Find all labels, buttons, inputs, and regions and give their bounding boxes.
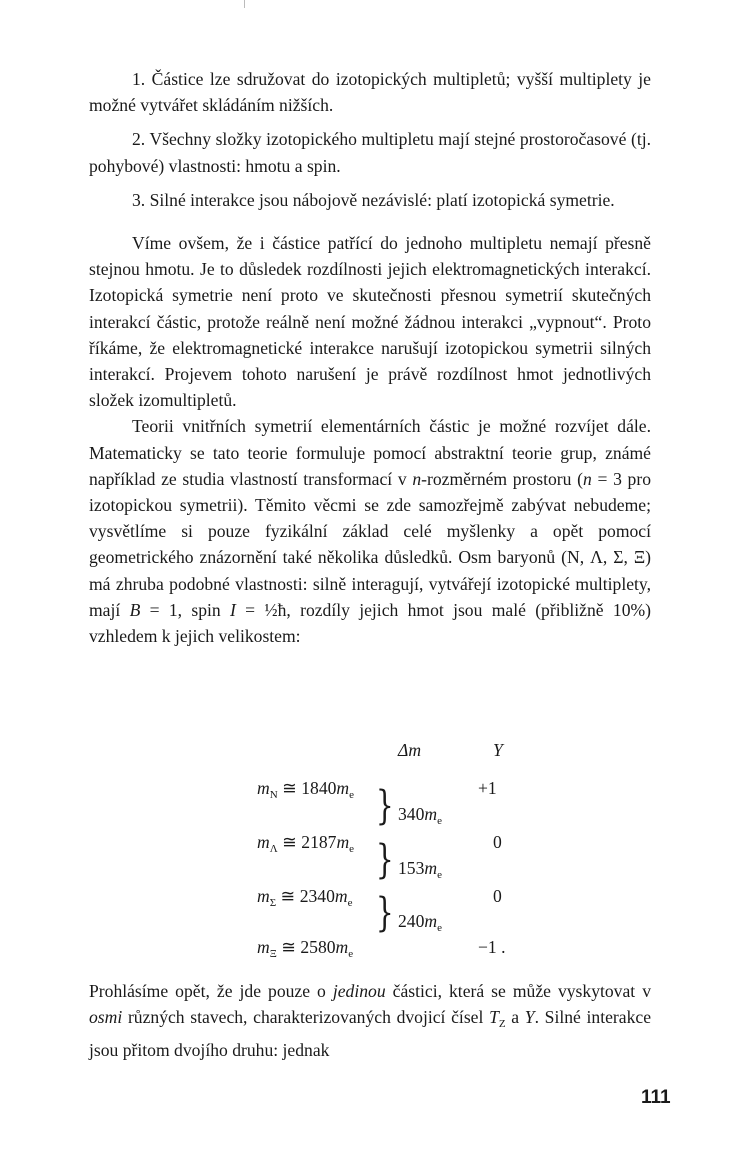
y-value-lambda: 0 [493,832,502,852]
unit-subscript: e [349,843,355,855]
text-run: = 1, spin [140,599,230,620]
mass-row-xi [257,937,353,960]
emphasis: jedinou [332,981,386,1001]
mass-diff-sigma-xi [398,911,442,934]
unit-subscript: e [348,948,354,960]
mass-value: 2580 [300,937,336,957]
mass-diff-n-lambda [398,804,442,827]
approx-sign: ≅ [280,886,296,906]
header-delta-m: Δm [398,740,422,760]
list-item-3: 3. Silné interakce jsou nábojově nezávislé: platí izotopická symetrie. [132,189,615,210]
y-value-nucleon: +1 [478,778,497,798]
mass-row-nucleon [257,778,354,801]
text-run: = 3 pro izotopickou symetrii). Těmito věcmi se zde samozřejmě zabývat nebudeme; vysvětlíme si pouze fyzikální základ celé myšlenky a opět pomocí geometrického znázornění také několika důsledků. Osm baryonů (N, Λ, Σ, Ξ) má zhruba podobné vlastnosti: silně interagují, vytvářejí izotopické multiplety, mají [89,468,652,620]
text-run: -rozměrném prostoru ( [421,468,583,489]
diff-value: 240 [398,911,425,931]
mass-value: 2187 [301,832,337,852]
approx-sign: ≅ [282,778,297,798]
unit-subscript: e [347,897,353,909]
text-run: Teorii vnitřních symetrií elementárních částic je možné rozvíjet dále. Matematicky se tato teorie formuluje pomocí abstraktní teorie grup, známé například ze studia vlastností transformací v [89,416,651,489]
scan-speck [244,0,245,8]
mass-symbol: m [257,778,270,798]
particle-subscript: N [269,789,278,801]
header-hypercharge: Y [493,740,503,760]
text-run: . Silné interakce jsou přitom dvojího druhu: jednak [89,1007,652,1061]
math-var-t: T [489,1007,499,1028]
diff-value: 153 [398,858,425,878]
right-brace-icon: } [375,837,394,883]
mass-symbol: m [257,832,270,852]
math-var-n: n [582,468,592,489]
right-brace-icon: } [375,890,394,936]
math-subscript: Z [498,1018,506,1031]
unit-subscript: e [437,815,442,827]
particle-subscript: Λ [269,843,278,855]
math-var-b: B [129,599,141,620]
math-var-n: n [412,468,422,489]
list-item-1: 1. Částice lze sdružovat do izotopických multipletů; vyšší multiplety je možné vytvářet skládáním nižších. [89,69,651,116]
list-item-2: 2. Všechny složky izotopického multipletu mají stejné prostoročasové (tj. pohybové) vlastnosti: hmotu a spin. [89,129,651,176]
unit-symbol: m [336,778,350,798]
unit-symbol: m [424,858,438,878]
mass-diff-lambda-sigma [398,858,442,881]
unit-subscript: e [349,789,355,801]
unit-subscript: e [437,869,442,881]
page-number: 111 [641,1087,671,1108]
unit-subscript: e [437,922,442,934]
text-column-bottom [89,978,651,1064]
particle-subscript: Ξ [269,948,277,960]
approx-sign: ≅ [281,937,296,957]
mass-row-sigma [257,886,352,909]
text-run: a [505,1007,525,1028]
text-run: Prohlásíme opět, že jde pouze o [89,981,333,1001]
particle-subscript: Σ [269,897,277,909]
math-var-y: Y [524,1007,535,1028]
unit-symbol: m [424,911,438,931]
paragraph-single-particle [89,978,651,1064]
emphasis: osmi [89,1007,123,1028]
mass-row-lambda [257,832,354,855]
text-run: různých stavech, charakterizovaných dvojicí čísel [122,1007,490,1028]
unit-symbol: m [335,937,349,957]
y-value-xi: −1 . [478,937,506,957]
approx-sign: ≅ [282,832,297,852]
text-run: částici, která se může vyskytovat v [385,981,651,1001]
mass-symbol: m [257,886,270,906]
text-run: = ½ħ, rozdíly jejich hmot jsou malé (přibližně 10%) vzhledem k jejich velikostem: [89,599,652,647]
diff-value: 340 [398,804,425,824]
unit-symbol: m [334,886,348,906]
math-var-i: I [230,599,236,620]
mass-value: 1840 [301,778,337,798]
y-value-sigma: 0 [493,886,502,906]
paragraph-isospin-breaking: Víme ovšem, že i částice patřící do jednoho multipletu nemají přesně stejnou hmotu. Je to důsledek rozdílnosti jejich elektromagnetických interakcí. Izotopická symetrie není proto ve skutečnosti přesnou symetrií skutečných interakcí částic, protože reálně není možné žádnou interakci „vypnout“. Proto říkáme, že elektromagnetické interakce narušují izotopickou symetrii silných interakcí. Projevem tohoto narušení je právě rozdílnost hmot jednotlivých složek izomultipletů. [89,233,651,411]
unit-symbol: m [424,804,438,824]
unit-symbol: m [336,832,350,852]
mass-value: 2340 [299,886,335,906]
mass-symbol: m [257,937,270,957]
right-brace-icon: } [375,783,394,829]
